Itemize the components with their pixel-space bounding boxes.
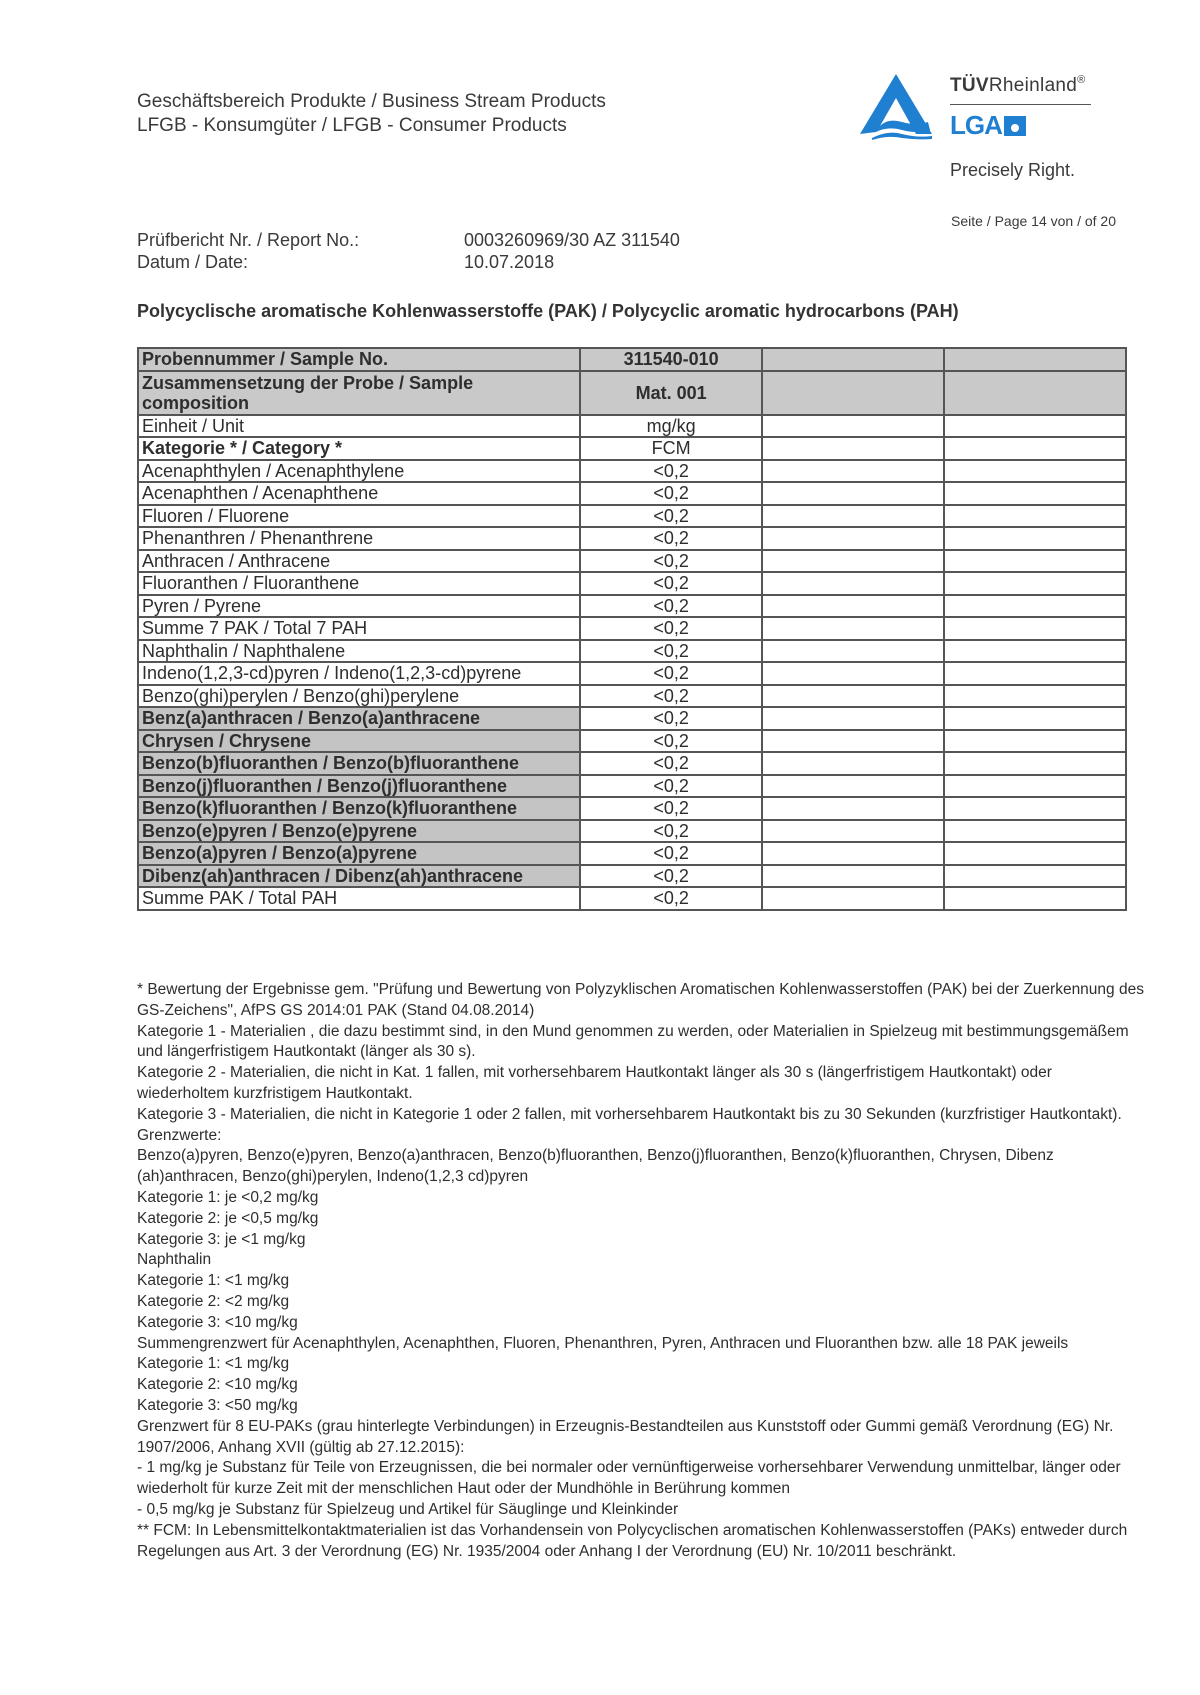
table-header-row [138, 348, 1126, 371]
substance-value: <0,2 [580, 460, 763, 483]
lga-logo [950, 110, 1026, 141]
footnotes [137, 980, 1147, 1562]
report-date-label: Datum / Date: [137, 252, 249, 272]
table-row [138, 415, 1126, 438]
empty-cell [944, 371, 1126, 415]
substance-name: Benzo(b)fluoranthen / Benzo(b)fluoranthene [138, 752, 580, 775]
footnote-line: Kategorie 1 - Materialien , die dazu bestimmt sind, in den Mund genommen zu werden, oder Materialien in Spielzeug mit bestimmungsgemäßem und längerfristigem Hautkontakt (länger als 30 s). [137, 1022, 1129, 1061]
pah-results-table [137, 347, 1127, 911]
table-row-eu-pah [138, 842, 1126, 865]
substance-name: Anthracen / Anthracene [138, 550, 580, 573]
substance-value: <0,2 [580, 775, 763, 798]
footnote-line: * Bewertung der Ergebnisse gem. "Prüfung und Bewertung von Polyzyklischen Aromatischen Kohlenwasserstoffen (PAK) bei der Zuerkennung des GS-Zeichens", AfPS GS 2014:01 PAK (Stand 04.08.2014) [137, 981, 1144, 1019]
report-number-value: 0003260969/30 AZ 311540 [464, 230, 680, 250]
footnote-line: Kategorie 2 - Materialien, die nicht in Kat. 1 fallen, mit vorhersehbarem Hautkontakt länger als 30 s (längerfristigem Hautkontakt) oder wiederholtem kurzfristigem Hautkontakt. [137, 1064, 1052, 1102]
substance-name: Naphthalin / Naphthalene [138, 640, 580, 663]
tuv-rheinland-logo [858, 70, 1158, 180]
substance-name: Benz(a)anthracen / Benzo(a)anthracene [138, 707, 580, 730]
substance-name: Indeno(1,2,3-cd)pyren / Indeno(1,2,3-cd)pyrene [138, 662, 580, 685]
substance-value: <0,2 [580, 865, 763, 888]
substance-value: <0,2 [580, 752, 763, 775]
footnote-line: Kategorie 2: <10 mg/kg [137, 1376, 298, 1394]
report-date-value: 10.07.2018 [464, 252, 555, 272]
composition-label: Zusammensetzung der Probe / Sample composition [138, 371, 580, 415]
logo-divider [950, 104, 1091, 105]
table-row-eu-pah [138, 797, 1126, 820]
substance-name: Benzo(k)fluoranthen / Benzo(k)fluoranthene [138, 797, 580, 820]
table-row [138, 550, 1126, 573]
lga-text: LGA [950, 110, 1002, 140]
table-row [138, 505, 1126, 528]
table-row-eu-pah [138, 820, 1126, 843]
footnote-line: Grenzwerte: [137, 1126, 222, 1144]
footnote-line: Summengrenzwert für Acenaphthylen, Acenaphthen, Fluoren, Phenanthren, Pyren, Anthracen und Fluoranthen bzw. alle 18 PAK jeweils [137, 1334, 1069, 1352]
substance-value: <0,2 [580, 595, 763, 618]
substance-name: Dibenz(ah)anthracen / Dibenz(ah)anthracene [138, 865, 580, 888]
footnote-line: - 0,5 mg/kg je Substanz für Spielzeug und Artikel für Säuglinge und Kleinkinder [137, 1500, 679, 1518]
substance-name: Fluoranthen / Fluoranthene [138, 572, 580, 595]
footnote-line: Kategorie 1: <1 mg/kg [137, 1272, 290, 1290]
substance-value: <0,2 [580, 550, 763, 573]
table-row [138, 437, 1126, 460]
table-header-row [138, 371, 1126, 415]
footnote-line: Naphthalin [137, 1251, 212, 1269]
header-line-1: Geschäftsbereich Produkte / Business Stream Products [137, 91, 606, 112]
table-row [138, 595, 1126, 618]
footnote-line: Kategorie 3: <10 mg/kg [137, 1313, 298, 1331]
substance-value: <0,2 [580, 572, 763, 595]
slogan: Precisely Right. [950, 160, 1076, 180]
substance-value: <0,2 [580, 842, 763, 865]
brand-bold: TÜV [950, 75, 989, 96]
table-row [138, 460, 1126, 483]
footnote-line: Kategorie 3: <50 mg/kg [137, 1396, 298, 1414]
table-row-eu-pah [138, 752, 1126, 775]
sample-no-label: Probennummer / Sample No. [138, 348, 580, 371]
brand-name [950, 74, 1086, 97]
footnote-line: Kategorie 2: je <0,5 mg/kg [137, 1209, 319, 1227]
brand-rest: Rheinland [988, 75, 1078, 96]
section-title: Polycyclische aromatische Kohlenwasserstoffe (PAK) / Polycyclic aromatic hydrocarbons (PAH) [137, 301, 959, 321]
substance-name: Summe PAK / Total PAH [138, 887, 580, 910]
page-number: Seite / Page 14 von / of 20 [951, 213, 1117, 229]
empty-cell [944, 348, 1126, 371]
table-row [138, 640, 1126, 663]
footnote-line: Grenzwert für 8 EU-PAKs (grau hinterlegte Verbindungen) in Erzeugnis-Bestandteilen aus Kunststoff oder Gummi gemäß Verordnung (EG) Nr. 1907/2006, Anhang XVII (gültig ab 27.12.2015): [137, 1417, 1114, 1456]
table-row-eu-pah [138, 707, 1126, 730]
lga-mark-icon [1004, 116, 1026, 136]
substance-name: Phenanthren / Phenanthrene [138, 527, 580, 550]
substance-value: <0,2 [580, 617, 763, 640]
substance-value: <0,2 [580, 640, 763, 663]
footnote-line: Kategorie 1: <1 mg/kg [137, 1355, 290, 1373]
substance-value: <0,2 [580, 662, 763, 685]
footnote-line: - 1 mg/kg je Substanz für Teile von Erzeugnissen, die bei normaler oder vernünftigerweise vorhersehbarer Verwendung unmittelbar, länger oder wiederholt für kurze Zeit mit der menschlichen Haut oder der Mundhöhle in Berührung kommen [137, 1459, 1121, 1498]
unit-value: mg/kg [580, 415, 763, 438]
footnote-line: ** FCM: In Lebensmittelkontaktmaterialien ist das Vorhandensein von Polycyclischen aromatischen Kohlenwasserstoffen (PAKs) entweder durch Regelungen aus Art. 3 der Verordnung (EG) Nr. 1935/2004 oder Anhang I der Verordnung (EU) Nr. 10/2011 beschränkt. [137, 1521, 1128, 1560]
substance-name: Fluoren / Fluorene [138, 505, 580, 528]
table-row-eu-pah [138, 865, 1126, 888]
footnote-line: Kategorie 3 - Materialien, die nicht in Kategorie 1 oder 2 fallen, mit vorhersehbarem Hautkontakt bis zu 30 Sekunden (kurzfristiger Hautkontakt). [137, 1105, 1122, 1123]
footnote-line: Kategorie 1: je <0,2 mg/kg [137, 1188, 319, 1206]
substance-value: <0,2 [580, 482, 763, 505]
footnote-line: Kategorie 2: <2 mg/kg [137, 1292, 290, 1310]
business-stream-header [137, 90, 606, 138]
table-row [138, 685, 1126, 708]
substance-name: Benzo(a)pyren / Benzo(a)pyrene [138, 842, 580, 865]
substance-name: Chrysen / Chrysene [138, 730, 580, 753]
table-row-eu-pah [138, 730, 1126, 753]
table-row [138, 527, 1126, 550]
substance-value: <0,2 [580, 730, 763, 753]
substance-name: Pyren / Pyrene [138, 595, 580, 618]
substance-name: Benzo(e)pyren / Benzo(e)pyrene [138, 820, 580, 843]
substance-name: Benzo(ghi)perylen / Benzo(ghi)perylene [138, 685, 580, 708]
empty-cell [762, 371, 944, 415]
table-row [138, 482, 1126, 505]
footnote-line: Benzo(a)pyren, Benzo(e)pyren, Benzo(a)anthracen, Benzo(b)fluoranthen, Benzo(j)fluoranthen, Benzo(k)fluoranthen, Chrysen, Dibenz (ah)anthracen, Benzo(ghi)perylen, Indeno(1,2,3 cd)pyren [137, 1147, 1054, 1186]
report-meta [137, 229, 680, 273]
table-row [138, 662, 1126, 685]
table-row-total [138, 887, 1126, 910]
substance-value: <0,2 [580, 797, 763, 820]
substance-name: Acenaphthen / Acenaphthene [138, 482, 580, 505]
empty-cell [762, 348, 944, 371]
composition-value: Mat. 001 [580, 371, 763, 415]
substance-value: <0,2 [580, 527, 763, 550]
footnote-line: Kategorie 3: je <1 mg/kg [137, 1230, 306, 1248]
substance-value: <0,2 [580, 887, 763, 910]
substance-value: <0,2 [580, 707, 763, 730]
category-value: FCM [580, 437, 763, 460]
triangle-logo-icon [858, 72, 934, 140]
registered-mark: ® [1077, 74, 1086, 86]
unit-label: Einheit / Unit [138, 415, 580, 438]
substance-value: <0,2 [580, 505, 763, 528]
substance-name: Acenaphthylen / Acenaphthylene [138, 460, 580, 483]
substance-value: <0,2 [580, 820, 763, 843]
header-line-2: LFGB - Konsumgüter / LFGB - Consumer Products [137, 115, 567, 136]
sample-no-value: 311540-010 [580, 348, 763, 371]
substance-name: Benzo(j)fluoranthen / Benzo(j)fluoranthene [138, 775, 580, 798]
report-number-label: Prüfbericht Nr. / Report No.: [137, 230, 360, 250]
table-row [138, 617, 1126, 640]
substance-value: <0,2 [580, 685, 763, 708]
table-row [138, 572, 1126, 595]
category-label: Kategorie * / Category * [138, 437, 580, 460]
table-row-eu-pah [138, 775, 1126, 798]
substance-name: Summe 7 PAK / Total 7 PAH [138, 617, 580, 640]
